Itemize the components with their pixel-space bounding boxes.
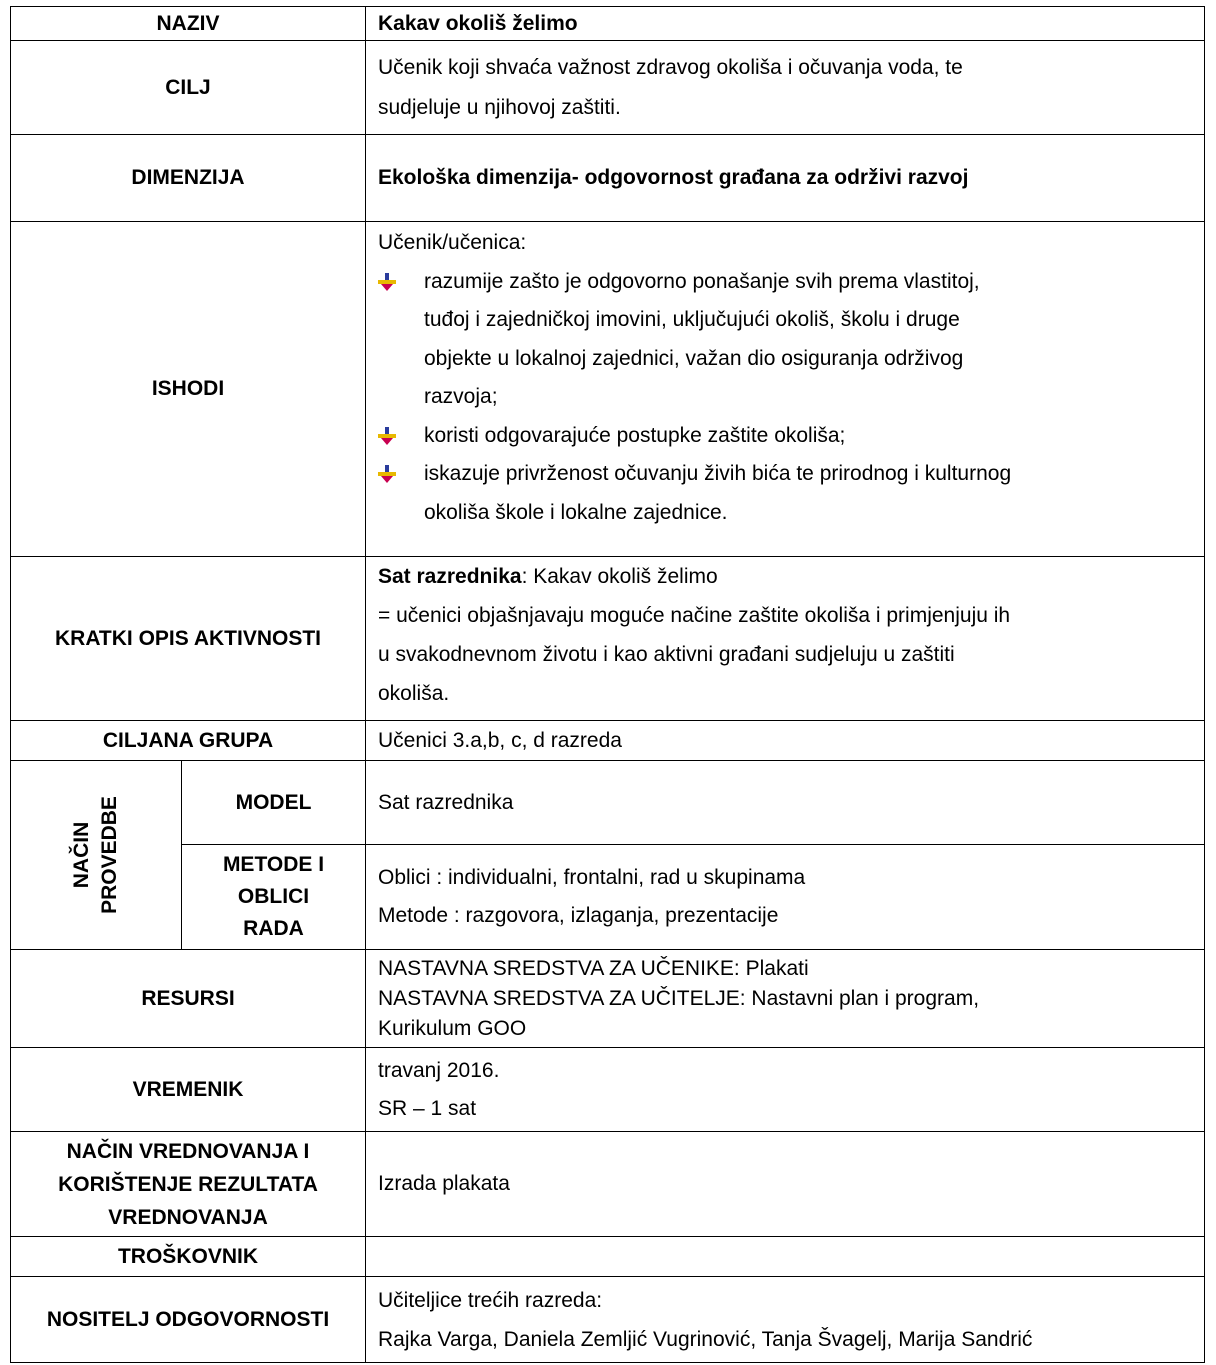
value-nositelj — [366, 1277, 1205, 1363]
metode-label-line: OBLICI — [237, 885, 310, 909]
vrednovanje-label-line: NAČIN VREDNOVANJA I — [66, 1139, 310, 1163]
cilj-line: sudjeluje u njihovoj zaštiti. — [378, 95, 621, 119]
ishodi-line: tuđoj i zajedničkoj imovini, uključujući okoliš, školu i druge — [424, 308, 960, 331]
label-metode — [182, 845, 366, 950]
resursi-line: NASTAVNA SREDSTVA ZA UČITELJE: Nastavni plan i program, — [378, 986, 980, 1010]
value-opis — [366, 557, 1205, 721]
ishodi-line: razvoja; — [424, 385, 498, 408]
value-vrednovanje: Izrada plakata — [366, 1132, 1205, 1237]
nositelj-line: Rajka Varga, Daniela Zemljić Vugrinović, Tanja Švagelj, Marija Sandrić — [378, 1327, 1033, 1351]
row-naziv — [11, 7, 1205, 41]
label-vrednovanje — [11, 1132, 366, 1237]
ishodi-intro: Učenik/učenica: — [378, 231, 527, 254]
ishodi-line: objekte u lokalnoj zajednici, važan dio osiguranja održivog — [424, 346, 964, 370]
list-item — [378, 455, 1192, 532]
vrednovanje-label-line: KORIŠTENJE REZULTATA — [58, 1172, 318, 1196]
nacin-line: NAČIN — [70, 821, 93, 889]
label-vremenik: VREMENIK — [11, 1048, 366, 1132]
row-nositelj — [11, 1277, 1205, 1363]
ishodi-line: koristi odgovarajuće postupke zaštite okoliša; — [424, 423, 846, 447]
row-opis — [11, 557, 1205, 721]
arrow-bullet-icon — [378, 427, 396, 445]
opis-rest: : Kakav okoliš želimo — [521, 565, 718, 588]
opis-bold: Sat razrednika — [378, 565, 522, 588]
metode-line: Metode : razgovora, izlaganja, prezentacije — [378, 904, 779, 928]
value-resursi — [366, 950, 1205, 1048]
label-troskovnik: TROŠKOVNIK — [11, 1237, 366, 1277]
row-vrednovanje — [11, 1132, 1205, 1237]
nacin-line: PROVEDBE — [98, 796, 121, 914]
value-model: Sat razrednika — [366, 761, 1205, 845]
vremenik-line: travanj 2016. — [378, 1058, 500, 1082]
ishodi-list — [378, 263, 1192, 533]
value-cilj — [366, 41, 1205, 135]
label-naziv: NAZIV — [11, 7, 366, 41]
row-metode — [11, 845, 1205, 950]
list-item — [378, 263, 1192, 417]
label-opis: KRATKI OPIS AKTIVNOSTI — [11, 557, 366, 721]
cilj-line: Učenik koji shvaća važnost zdravog okoliša i očuvanja voda, te — [378, 55, 963, 79]
value-grupa: Učenici 3.a,b, c, d razreda — [366, 721, 1205, 761]
resursi-line: NASTAVNA SREDSTVA ZA UČENIKE: Plakati — [378, 956, 809, 980]
row-cilj — [11, 41, 1205, 135]
row-troskovnik — [11, 1237, 1205, 1277]
label-resursi: RESURSI — [11, 950, 366, 1048]
vrednovanje-label-line: VREDNOVANJA — [108, 1205, 268, 1229]
nositelj-line: Učiteljice trećih razreda: — [378, 1288, 603, 1312]
value-dimenzija: Ekološka dimenzija- odgovornost građana za održivi razvoj — [366, 135, 1205, 222]
value-vremenik — [366, 1048, 1205, 1132]
metode-label-line: METODE I — [222, 853, 325, 877]
row-dimenzija — [11, 135, 1205, 222]
label-model: MODEL — [182, 761, 366, 845]
arrow-bullet-icon — [378, 273, 396, 291]
row-grupa — [11, 721, 1205, 761]
value-naziv: Kakav okoliš želimo — [366, 7, 1205, 41]
row-ishodi — [11, 222, 1205, 557]
arrow-bullet-icon — [378, 465, 396, 483]
value-troskovnik — [366, 1237, 1205, 1277]
label-grupa: CILJANA GRUPA — [11, 721, 366, 761]
ishodi-line: iskazuje privrženost očuvanju živih bića te prirodnog i kulturnog — [424, 462, 1012, 485]
label-nositelj: NOSITELJ ODGOVORNOSTI — [11, 1277, 366, 1363]
opis-line: okoliša. — [378, 682, 450, 705]
row-model — [11, 761, 1205, 845]
opis-line: = učenici objašnjavaju moguće načine zaštite okoliša i primjenjuju ih — [378, 604, 1011, 627]
activity-table — [10, 6, 1205, 1363]
vremenik-line: SR – 1 sat — [378, 1096, 477, 1120]
metode-line: Oblici : individualni, frontalni, rad u skupinama — [378, 866, 806, 890]
ishodi-line: okoliša škole i lokalne zajednice. — [424, 500, 728, 524]
opis-line: u svakodnevnom životu i kao aktivni građani sudjeluju u zaštiti — [378, 643, 955, 666]
list-item — [378, 417, 1192, 456]
value-metode — [366, 845, 1205, 950]
label-nacin — [11, 761, 182, 950]
nacin-vertical-wrap — [11, 761, 181, 949]
opis-first-line — [378, 557, 1192, 596]
label-ishodi: ISHODI — [11, 222, 366, 557]
nacin-vertical-label — [68, 796, 124, 914]
value-ishodi — [366, 222, 1205, 557]
ishodi-line: razumije zašto je odgovorno ponašanje svih prema vlastitoj, — [424, 269, 980, 293]
label-dimenzija: DIMENZIJA — [11, 135, 366, 222]
label-cilj: CILJ — [11, 41, 366, 135]
row-vremenik — [11, 1048, 1205, 1132]
resursi-line: Kurikulum GOO — [378, 1016, 527, 1040]
metode-label-line: RADA — [243, 917, 304, 941]
row-resursi — [11, 950, 1205, 1048]
